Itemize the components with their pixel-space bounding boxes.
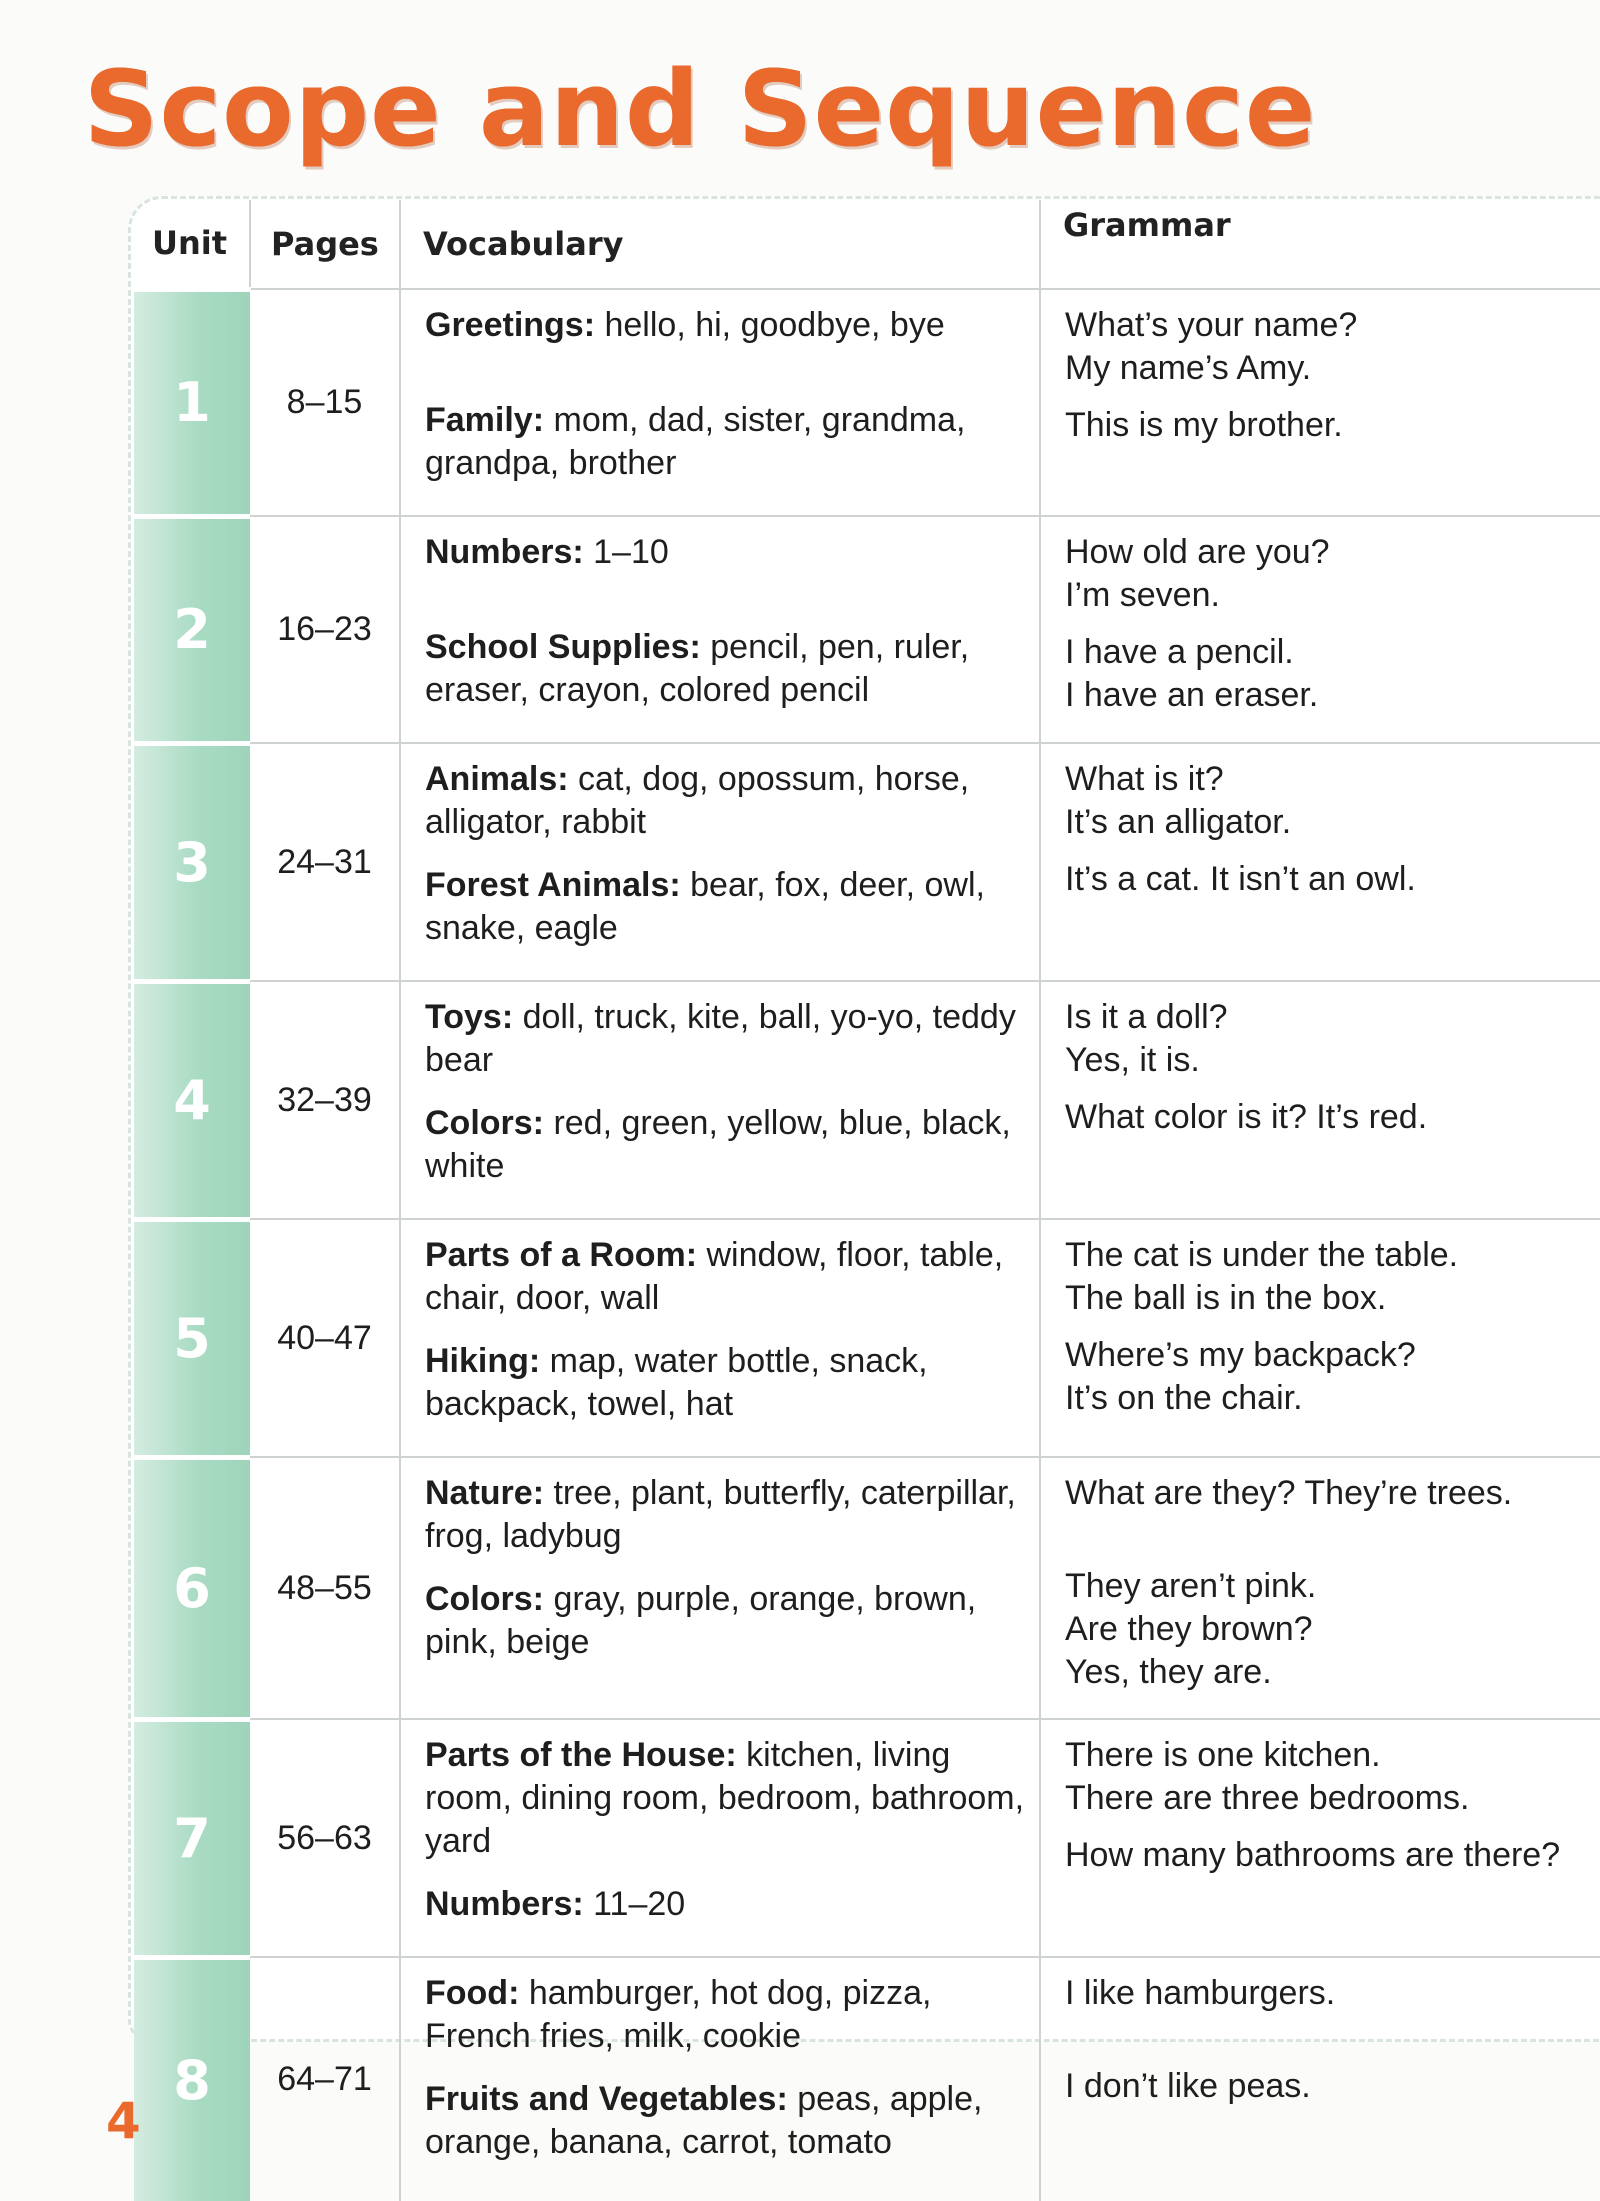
- grammar-line: What color is it? It’s red.: [1065, 1098, 1428, 1136]
- vocabulary-words: tree, plant, butterfly, caterpillar, frog, ladybug: [425, 1474, 1016, 1555]
- unit-number: 6: [134, 1457, 250, 1719]
- header-row: [134, 200, 1600, 289]
- vocabulary-words: hello, hi, goodbye, bye: [595, 306, 945, 344]
- vocabulary-topic: Parts of the House:: [425, 1736, 737, 1774]
- vocabulary-group: [425, 1883, 1029, 1926]
- grammar-line: It’s on the chair.: [1065, 1379, 1303, 1417]
- header-vocabulary: Vocabulary: [400, 200, 1040, 289]
- vocabulary-words: window, floor, table, chair, door, wall: [425, 1236, 1004, 1317]
- grammar-block: [1065, 758, 1590, 844]
- grammar-block: [1065, 1334, 1590, 1420]
- grammar-line: It’s an alligator.: [1065, 803, 1292, 841]
- grammar-line: Where’s my backpack?: [1065, 1336, 1416, 1374]
- vocabulary-cell: [400, 743, 1040, 981]
- vocabulary-words: cat, dog, opossum, horse, alligator, rabbit: [425, 760, 970, 841]
- grammar-line: My name’s Amy.: [1065, 349, 1312, 387]
- vocabulary-group: [425, 758, 1029, 844]
- page-number: 4: [106, 2092, 141, 2150]
- vocabulary-group: [425, 1340, 1029, 1426]
- grammar-cell: [1040, 516, 1600, 743]
- table-row: [134, 1719, 1600, 1957]
- vocabulary-group: [425, 1102, 1029, 1188]
- vocabulary-words: kitchen, living room, dining room, bedroom, bathroom, yard: [425, 1736, 1025, 1860]
- table-row: [134, 1457, 1600, 1719]
- grammar-line: This is my brother.: [1065, 406, 1343, 444]
- grammar-block: [1065, 858, 1590, 901]
- table-row: [134, 981, 1600, 1219]
- header-pages: Pages: [250, 200, 400, 289]
- vocabulary-group: [425, 1972, 1029, 2058]
- vocabulary-words: pencil, pen, ruler, eraser, crayon, colored pencil: [425, 628, 970, 709]
- vocabulary-topic: Food:: [425, 1974, 520, 2012]
- unit-number: 1: [134, 289, 250, 516]
- pages-range: 32–39: [250, 981, 400, 1219]
- vocabulary-cell: [400, 289, 1040, 516]
- grammar-line: Yes, they are.: [1065, 1653, 1272, 1691]
- scope-table: [134, 200, 1600, 2201]
- vocabulary-group: [425, 996, 1029, 1082]
- pages-range: 16–23: [250, 516, 400, 743]
- vocabulary-group: [425, 626, 1029, 712]
- grammar-line: I’m seven.: [1065, 576, 1220, 614]
- vocabulary-cell: [400, 1457, 1040, 1719]
- pages-range: 64–71: [250, 1957, 400, 2201]
- grammar-line: Are they brown?: [1065, 1610, 1313, 1648]
- vocabulary-topic: Numbers:: [425, 533, 584, 571]
- grammar-line: The cat is under the table.: [1065, 1236, 1459, 1274]
- table-row: [134, 516, 1600, 743]
- grammar-line: I have a pencil.: [1065, 633, 1294, 671]
- grammar-line: I have an eraser.: [1065, 676, 1319, 714]
- unit-number: 4: [134, 981, 250, 1219]
- vocabulary-topic: Colors:: [425, 1104, 544, 1142]
- grammar-line: How many bathrooms are there?: [1065, 1836, 1561, 1874]
- grammar-line: What’s your name?: [1065, 306, 1358, 344]
- vocabulary-cell: [400, 981, 1040, 1219]
- vocabulary-words: mom, dad, sister, grandma, grandpa, brother: [425, 401, 966, 482]
- vocabulary-cell: [400, 1719, 1040, 1957]
- vocabulary-group: [425, 399, 1029, 485]
- vocabulary-group: [425, 1234, 1029, 1320]
- grammar-cell: [1040, 981, 1600, 1219]
- vocabulary-cell: [400, 516, 1040, 743]
- grammar-cell: [1040, 743, 1600, 981]
- vocabulary-group: [425, 531, 1029, 574]
- table-row: [134, 743, 1600, 981]
- grammar-block: [1065, 304, 1590, 390]
- grammar-block: [1065, 631, 1590, 717]
- vocabulary-words: gray, purple, orange, brown, pink, beige: [425, 1580, 977, 1661]
- unit-number: 8: [134, 1957, 250, 2201]
- grammar-line: There are three bedrooms.: [1065, 1779, 1470, 1817]
- vocabulary-cell: [400, 1957, 1040, 2201]
- vocabulary-words: hamburger, hot dog, pizza, French fries, milk, cookie: [425, 1974, 932, 2055]
- table-row: [134, 1957, 1600, 2201]
- unit-number: 3: [134, 743, 250, 981]
- vocabulary-topic: Nature:: [425, 1474, 545, 1512]
- table-body: [134, 289, 1600, 2201]
- vocabulary-words: red, green, yellow, blue, black, white: [425, 1104, 1011, 1185]
- grammar-line: Yes, it is.: [1065, 1041, 1200, 1079]
- grammar-cell: [1040, 1957, 1600, 2201]
- grammar-block: [1065, 1972, 1590, 2015]
- vocabulary-topic: Hiking:: [425, 1342, 541, 1380]
- grammar-block: [1065, 996, 1590, 1082]
- pages-range: 24–31: [250, 743, 400, 981]
- pages-range: 40–47: [250, 1219, 400, 1457]
- pages-range: 56–63: [250, 1719, 400, 1957]
- table-row: [134, 289, 1600, 516]
- header-grammar: Grammar: [1063, 206, 1231, 244]
- vocabulary-words: 11–20: [583, 1885, 686, 1923]
- grammar-block: [1065, 1096, 1590, 1139]
- grammar-block: [1065, 404, 1590, 447]
- vocabulary-topic: Numbers:: [425, 1885, 584, 1923]
- grammar-line: What is it?: [1065, 760, 1224, 798]
- vocabulary-words: bear, fox, deer, owl, snake, eagle: [425, 866, 985, 947]
- vocabulary-topic: Colors:: [425, 1580, 544, 1618]
- unit-number: 5: [134, 1219, 250, 1457]
- vocabulary-group: [425, 864, 1029, 950]
- grammar-block: [1065, 1834, 1590, 1877]
- vocabulary-cell: [400, 1219, 1040, 1457]
- vocabulary-group: [425, 1578, 1029, 1664]
- grammar-block: [1065, 1472, 1590, 1515]
- grammar-block: [1065, 1234, 1590, 1320]
- vocabulary-topic: Greetings:: [425, 306, 596, 344]
- grammar-cell: [1040, 1719, 1600, 1957]
- vocabulary-group: [425, 2078, 1029, 2164]
- vocabulary-group: [425, 1472, 1029, 1558]
- grammar-block: [1065, 1565, 1590, 1694]
- grammar-line: They aren’t pink.: [1065, 1567, 1317, 1605]
- header-unit: Unit: [134, 200, 250, 289]
- pages-range: 8–15: [250, 289, 400, 516]
- grammar-line: How old are you?: [1065, 533, 1330, 571]
- grammar-line: It’s a cat. It isn’t an owl.: [1065, 860, 1416, 898]
- grammar-line: I don’t like peas.: [1065, 2067, 1311, 2105]
- vocabulary-words: map, water bottle, snack, backpack, towel, hat: [425, 1342, 928, 1423]
- grammar-cell: [1040, 1457, 1600, 1719]
- vocabulary-topic: Animals:: [425, 760, 569, 798]
- pages-range: 48–55: [250, 1457, 400, 1719]
- vocabulary-topic: Family:: [425, 401, 545, 439]
- grammar-line: I like hamburgers.: [1065, 1974, 1336, 2012]
- grammar-cell: [1040, 289, 1600, 516]
- vocabulary-words: doll, truck, kite, ball, yo-yo, teddy bear: [425, 998, 1016, 1079]
- grammar-line: The ball is in the box.: [1065, 1279, 1387, 1317]
- vocabulary-topic: School Supplies:: [425, 628, 701, 666]
- vocabulary-group: [425, 1734, 1029, 1863]
- grammar-cell: [1040, 1219, 1600, 1457]
- vocabulary-topic: Parts of a Room:: [425, 1236, 698, 1274]
- vocabulary-words: peas, apple, orange, banana, carrot, tomato: [425, 2080, 983, 2161]
- vocabulary-words: 1–10: [583, 533, 669, 571]
- grammar-line: Is it a doll?: [1065, 998, 1228, 1036]
- grammar-line: There is one kitchen.: [1065, 1736, 1381, 1774]
- unit-number: 2: [134, 516, 250, 743]
- vocabulary-topic: Forest Animals:: [425, 866, 681, 904]
- grammar-block: [1065, 1734, 1590, 1820]
- unit-number: 7: [134, 1719, 250, 1957]
- grammar-line: What are they? They’re trees.: [1065, 1474, 1513, 1512]
- grammar-block: [1065, 2065, 1590, 2108]
- vocabulary-group: [425, 304, 1029, 347]
- page-title: Scope and Sequence: [83, 48, 1317, 170]
- vocabulary-topic: Toys:: [425, 998, 514, 1036]
- grammar-block: [1065, 531, 1590, 617]
- table-row: [134, 1219, 1600, 1457]
- vocabulary-topic: Fruits and Vegetables:: [425, 2080, 788, 2118]
